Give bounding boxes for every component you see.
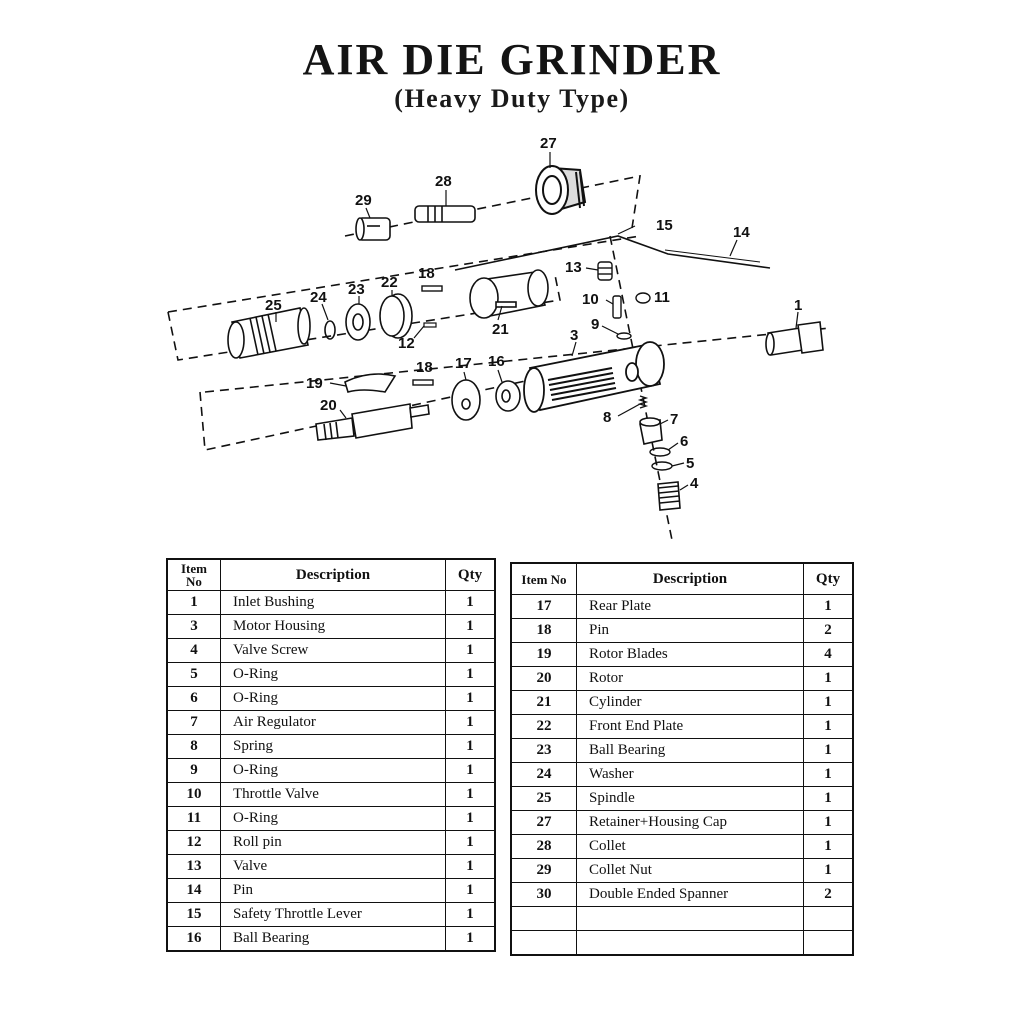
callout-6: 6 [680,433,689,450]
description-cell: Rotor [577,667,804,691]
valve-part [598,262,612,280]
qty-cell: 1 [446,807,496,831]
table-row [511,643,853,667]
description-cell: Valve [221,855,446,879]
item-no-cell: 6 [167,687,221,711]
table-header-row [167,559,495,591]
throttle-valve-part [613,296,621,318]
air-regulator-part [640,418,662,444]
callout-3: 3 [570,327,579,344]
callout-29: 29 [355,192,372,209]
callout-14: 14 [733,224,750,241]
table-row [511,763,853,787]
callout-7: 7 [670,411,679,428]
callout-18-upper: 18 [418,265,435,282]
roll-pin-part [424,323,436,327]
description-cell: O-Ring [221,663,446,687]
description-cell: Collet Nut [577,859,804,883]
qty-header: Qty [446,559,496,591]
item-no-cell: 17 [511,595,577,619]
qty-cell [804,931,854,956]
qty-cell: 1 [804,667,854,691]
description-cell: Collet [577,835,804,859]
callout-19: 19 [306,375,323,392]
table-row [511,667,853,691]
table-row [167,855,495,879]
callout-21: 21 [492,321,509,338]
item-no-cell [511,907,577,931]
item-no-cell: 15 [167,903,221,927]
rear-plate-part [452,380,480,420]
collet-part [415,206,475,222]
table-header-row [511,563,853,595]
callout-11: 11 [654,289,670,306]
qty-cell: 4 [804,643,854,667]
item-no-cell: 28 [511,835,577,859]
table-row [167,687,495,711]
qty-cell: 1 [446,783,496,807]
qty-cell: 1 [446,903,496,927]
qty-cell: 1 [446,639,496,663]
table-row [167,735,495,759]
description-cell: Valve Screw [221,639,446,663]
callout-22: 22 [381,274,398,291]
parts-table-left [166,558,496,952]
callout-17: 17 [455,355,472,372]
qty-cell: 1 [804,835,854,859]
description-cell: Washer [577,763,804,787]
item-no-cell: 8 [167,735,221,759]
description-cell: O-Ring [221,687,446,711]
description-cell: Motor Housing [221,615,446,639]
callout-13: 13 [565,259,582,276]
description-cell [577,907,804,931]
description-cell: Pin [577,619,804,643]
qty-cell: 1 [804,595,854,619]
table-row [167,807,495,831]
description-cell: Spindle [577,787,804,811]
qty-cell: 2 [804,883,854,907]
retainer-housing-cap-part [536,166,585,214]
table-row [511,931,853,956]
table-row [167,759,495,783]
o-ring-5-part [652,462,672,470]
qty-cell: 1 [446,711,496,735]
description-cell: O-Ring [221,759,446,783]
o-ring-9-part [617,333,631,339]
table-row [511,619,853,643]
table-row [511,883,853,907]
rotor-blades-part [345,374,395,392]
qty-cell: 1 [804,715,854,739]
valve-screw-part [658,482,680,510]
qty-cell: 2 [804,619,854,643]
description-cell: Safety Throttle Lever [221,903,446,927]
table-row [511,859,853,883]
item-no-cell: 24 [511,763,577,787]
table-row [167,591,495,615]
description-cell [577,931,804,956]
table-row [167,879,495,903]
page-subtitle: (Heavy Duty Type) [394,84,630,113]
inlet-bushing-part [766,322,823,355]
description-cell: Spring [221,735,446,759]
description-cell: Pin [221,879,446,903]
item-no-cell: 11 [167,807,221,831]
description-cell: Cylinder [577,691,804,715]
item-no-header: Item No [511,563,577,595]
table-row [511,739,853,763]
item-no-cell: 13 [167,855,221,879]
qty-cell: 1 [804,811,854,835]
qty-cell: 1 [446,663,496,687]
item-no-cell: 3 [167,615,221,639]
item-no-cell: 14 [167,879,221,903]
collet-nut-part [356,218,390,240]
table-row [511,715,853,739]
item-no-cell: 9 [167,759,221,783]
callout-28: 28 [435,173,452,190]
callout-25: 25 [265,297,282,314]
table-row [511,907,853,931]
page-title: AIR DIE GRINDER [302,35,722,84]
o-ring-6-part [650,448,670,456]
table-row [167,927,495,952]
description-cell: Inlet Bushing [221,591,446,615]
table-row [167,615,495,639]
qty-cell: 1 [446,855,496,879]
table-row [167,903,495,927]
description-cell: Front End Plate [577,715,804,739]
item-no-cell: 23 [511,739,577,763]
table-row [167,663,495,687]
item-no-cell: 18 [511,619,577,643]
callout-4: 4 [690,475,699,492]
table-row [511,595,853,619]
parts-table-right [510,562,854,956]
qty-header: Qty [804,563,854,595]
item-no-cell: 20 [511,667,577,691]
callout-16: 16 [488,353,505,370]
item-no-cell [511,931,577,956]
description-cell: Ball Bearing [221,927,446,952]
pin-part-upper [422,286,442,291]
table-row [511,691,853,715]
item-no-cell: 21 [511,691,577,715]
callout-8: 8 [603,409,612,426]
table-row [511,811,853,835]
callout-15: 15 [656,217,673,234]
description-cell: Throttle Valve [221,783,446,807]
item-no-cell: 12 [167,831,221,855]
qty-cell: 1 [804,787,854,811]
table-row [167,783,495,807]
item-no-cell: 29 [511,859,577,883]
rear-ball-bearing-part [496,381,520,411]
callout-12: 12 [398,335,415,352]
table-row [167,831,495,855]
qty-cell: 1 [804,763,854,787]
callout-1: 1 [794,297,803,314]
qty-cell: 1 [446,591,496,615]
callout-20: 20 [320,397,337,414]
description-header: Description [221,559,446,591]
callout-27: 27 [540,135,557,152]
item-no-cell: 1 [167,591,221,615]
qty-cell: 1 [446,759,496,783]
description-cell: Ball Bearing [577,739,804,763]
cylinder-part [470,270,548,318]
item-no-cell: 19 [511,643,577,667]
qty-cell: 1 [446,927,496,952]
qty-cell: 1 [446,615,496,639]
description-cell: Double Ended Spanner [577,883,804,907]
front-end-plate-part [380,294,412,338]
o-ring-11-part [636,293,650,303]
description-header: Description [577,563,804,595]
front-ball-bearing-part [346,304,370,340]
qty-cell: 1 [804,739,854,763]
spindle-part [228,308,310,358]
item-no-header: Item No [167,559,221,591]
qty-cell: 1 [446,687,496,711]
item-no-cell: 22 [511,715,577,739]
item-no-cell: 5 [167,663,221,687]
item-no-cell: 7 [167,711,221,735]
callout-23: 23 [348,281,365,298]
qty-cell: 1 [446,735,496,759]
description-cell: O-Ring [221,807,446,831]
item-no-cell: 27 [511,811,577,835]
description-cell: Rotor Blades [577,643,804,667]
item-no-cell: 10 [167,783,221,807]
table-row [167,639,495,663]
description-cell: Retainer+Housing Cap [577,811,804,835]
item-no-cell: 30 [511,883,577,907]
table-row [167,711,495,735]
callout-18-lower: 18 [416,359,433,376]
description-cell: Air Regulator [221,711,446,735]
callout-24: 24 [310,289,327,306]
pin-part-lower [413,380,433,385]
item-no-cell: 25 [511,787,577,811]
item-no-cell: 4 [167,639,221,663]
description-cell: Rear Plate [577,595,804,619]
qty-cell: 1 [446,879,496,903]
qty-cell: 1 [804,691,854,715]
qty-cell: 1 [804,859,854,883]
table-row [511,787,853,811]
qty-cell [804,907,854,931]
item-no-cell: 16 [167,927,221,952]
table-row [511,835,853,859]
callout-5: 5 [686,455,695,472]
qty-cell: 1 [446,831,496,855]
description-cell: Roll pin [221,831,446,855]
callout-10: 10 [582,291,599,308]
callout-9: 9 [591,316,600,333]
